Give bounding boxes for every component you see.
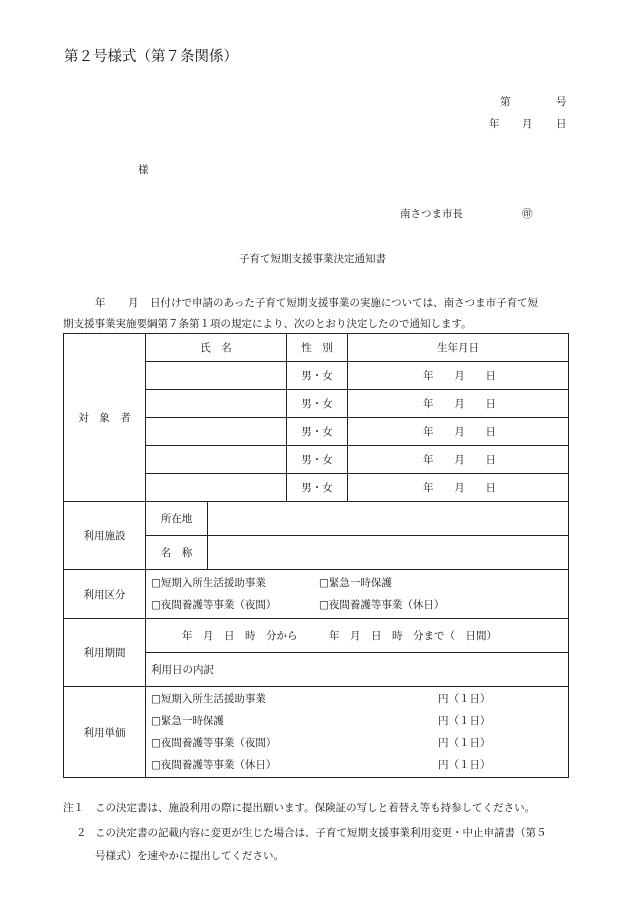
category-option-holiday[interactable]: □夜間養護等事業（休日） — [319, 599, 445, 611]
decision-table — [63, 333, 569, 778]
note1-label: 注１ — [63, 802, 84, 814]
subject-name-cell[interactable] — [146, 474, 287, 502]
subject-name-cell[interactable] — [146, 362, 287, 390]
subject-label: 対 象 者 — [64, 334, 146, 502]
unit-price: 円（１日） — [438, 759, 491, 771]
unit-row — [64, 687, 569, 778]
gender-cell[interactable]: 男・女 — [287, 390, 348, 418]
category-option-night[interactable]: □夜間養護等事業（夜間） — [151, 599, 277, 611]
facility-name-label: 名 称 — [146, 536, 208, 570]
sender-name: 南さつま市長 — [400, 208, 463, 220]
birth-cell[interactable] — [348, 390, 569, 418]
date-nen: 年 — [489, 118, 500, 130]
birth-tsuki: 月 — [454, 398, 465, 410]
category-option-short-stay[interactable]: □短期入所生活援助事業 — [151, 577, 266, 589]
unit-item-night[interactable]: □夜間養護等事業（夜間） — [151, 737, 277, 749]
subject-header-row — [64, 334, 569, 362]
col-gender-header: 性 別 — [287, 334, 348, 362]
period-label: 利用期間 — [64, 619, 146, 687]
note2-text-2: 号様式）を速やかに提出してください。 — [95, 850, 284, 862]
intro-line1: 日付けで申請のあった子育て短期支援事業の実施については、南さつま市子育て短 — [150, 297, 539, 309]
facility-location-input[interactable] — [208, 502, 569, 536]
birth-tsuki: 月 — [454, 482, 465, 494]
period-breakdown[interactable]: 利用日の内訳 — [146, 653, 569, 687]
birth-tsuki: 月 — [454, 370, 465, 382]
category-label: 利用区分 — [64, 570, 146, 619]
seal-mark: ㊞ — [522, 208, 533, 220]
unit-price: 円（１日） — [438, 693, 491, 705]
document-title: 子育て短期支援事業決定通知書 — [239, 253, 386, 265]
birth-hi: 日 — [485, 426, 496, 438]
unit-price: 円（１日） — [438, 737, 491, 749]
subject-name-cell[interactable] — [146, 418, 287, 446]
unit-item-short-stay[interactable]: □短期入所生活援助事業 — [151, 693, 266, 705]
birth-hi: 日 — [485, 370, 496, 382]
facility-label: 利用施設 — [64, 502, 146, 570]
subject-name-cell[interactable] — [146, 390, 287, 418]
birth-nen: 年 — [423, 370, 434, 382]
category-options — [146, 570, 569, 619]
note2-text-1: この決定書の記載内容に変更が生じた場合は、子育て短期支援事業利用変更・中止申請書（第５ — [95, 827, 547, 839]
col-name-header: 氏 名 — [146, 334, 287, 362]
date-hi: 日 — [556, 118, 567, 130]
birth-nen: 年 — [423, 398, 434, 410]
birth-nen: 年 — [423, 454, 434, 466]
recipient-sama: 様 — [138, 164, 149, 176]
facility-name-input[interactable] — [208, 536, 569, 570]
birth-hi: 日 — [485, 454, 496, 466]
birth-cell[interactable] — [348, 418, 569, 446]
gender-cell[interactable]: 男・女 — [287, 362, 348, 390]
period-text[interactable]: 年 月 日 時 分から 年 月 日 時 分まで（ 日間） — [146, 619, 569, 653]
note1-text: この決定書は、施設利用の際に提出願います。保険証の写しと着替え等も持参してください。 — [95, 802, 536, 814]
unit-label: 利用単価 — [64, 687, 146, 778]
col-birth-header: 生年月日 — [348, 334, 569, 362]
gender-cell[interactable]: 男・女 — [287, 474, 348, 502]
category-option-emergency[interactable]: □緊急一時保護 — [319, 577, 392, 589]
unit-price: 円（１日） — [438, 715, 491, 727]
form-label: 第２号様式（第７条関係） — [64, 49, 238, 65]
facility-row — [64, 502, 569, 536]
birth-hi: 日 — [485, 482, 496, 494]
number-dai: 第 — [500, 96, 511, 108]
period-row — [64, 619, 569, 653]
facility-location-label: 所在地 — [146, 502, 208, 536]
number-go: 号 — [556, 96, 567, 108]
note2-label: ２ — [76, 827, 87, 839]
birth-nen: 年 — [423, 482, 434, 494]
unit-items — [146, 687, 569, 778]
birth-tsuki: 月 — [454, 426, 465, 438]
intro-nen: 年 — [95, 297, 106, 309]
birth-nen: 年 — [423, 426, 434, 438]
birth-hi: 日 — [485, 398, 496, 410]
gender-cell[interactable]: 男・女 — [287, 418, 348, 446]
category-row — [64, 570, 569, 619]
intro-line2: 期支援事業実施要綱第７条第１項の規定により、次のとおり決定したので通知します。 — [63, 318, 472, 330]
subject-name-cell[interactable] — [146, 446, 287, 474]
birth-tsuki: 月 — [454, 454, 465, 466]
birth-cell[interactable] — [348, 474, 569, 502]
birth-cell[interactable] — [348, 362, 569, 390]
intro-tsuki: 月 — [128, 297, 139, 309]
unit-item-emergency[interactable]: □緊急一時保護 — [151, 715, 224, 727]
date-tsuki: 月 — [522, 118, 533, 130]
unit-item-holiday[interactable]: □夜間養護等事業（休日） — [151, 759, 277, 771]
gender-cell[interactable]: 男・女 — [287, 446, 348, 474]
birth-cell[interactable] — [348, 446, 569, 474]
